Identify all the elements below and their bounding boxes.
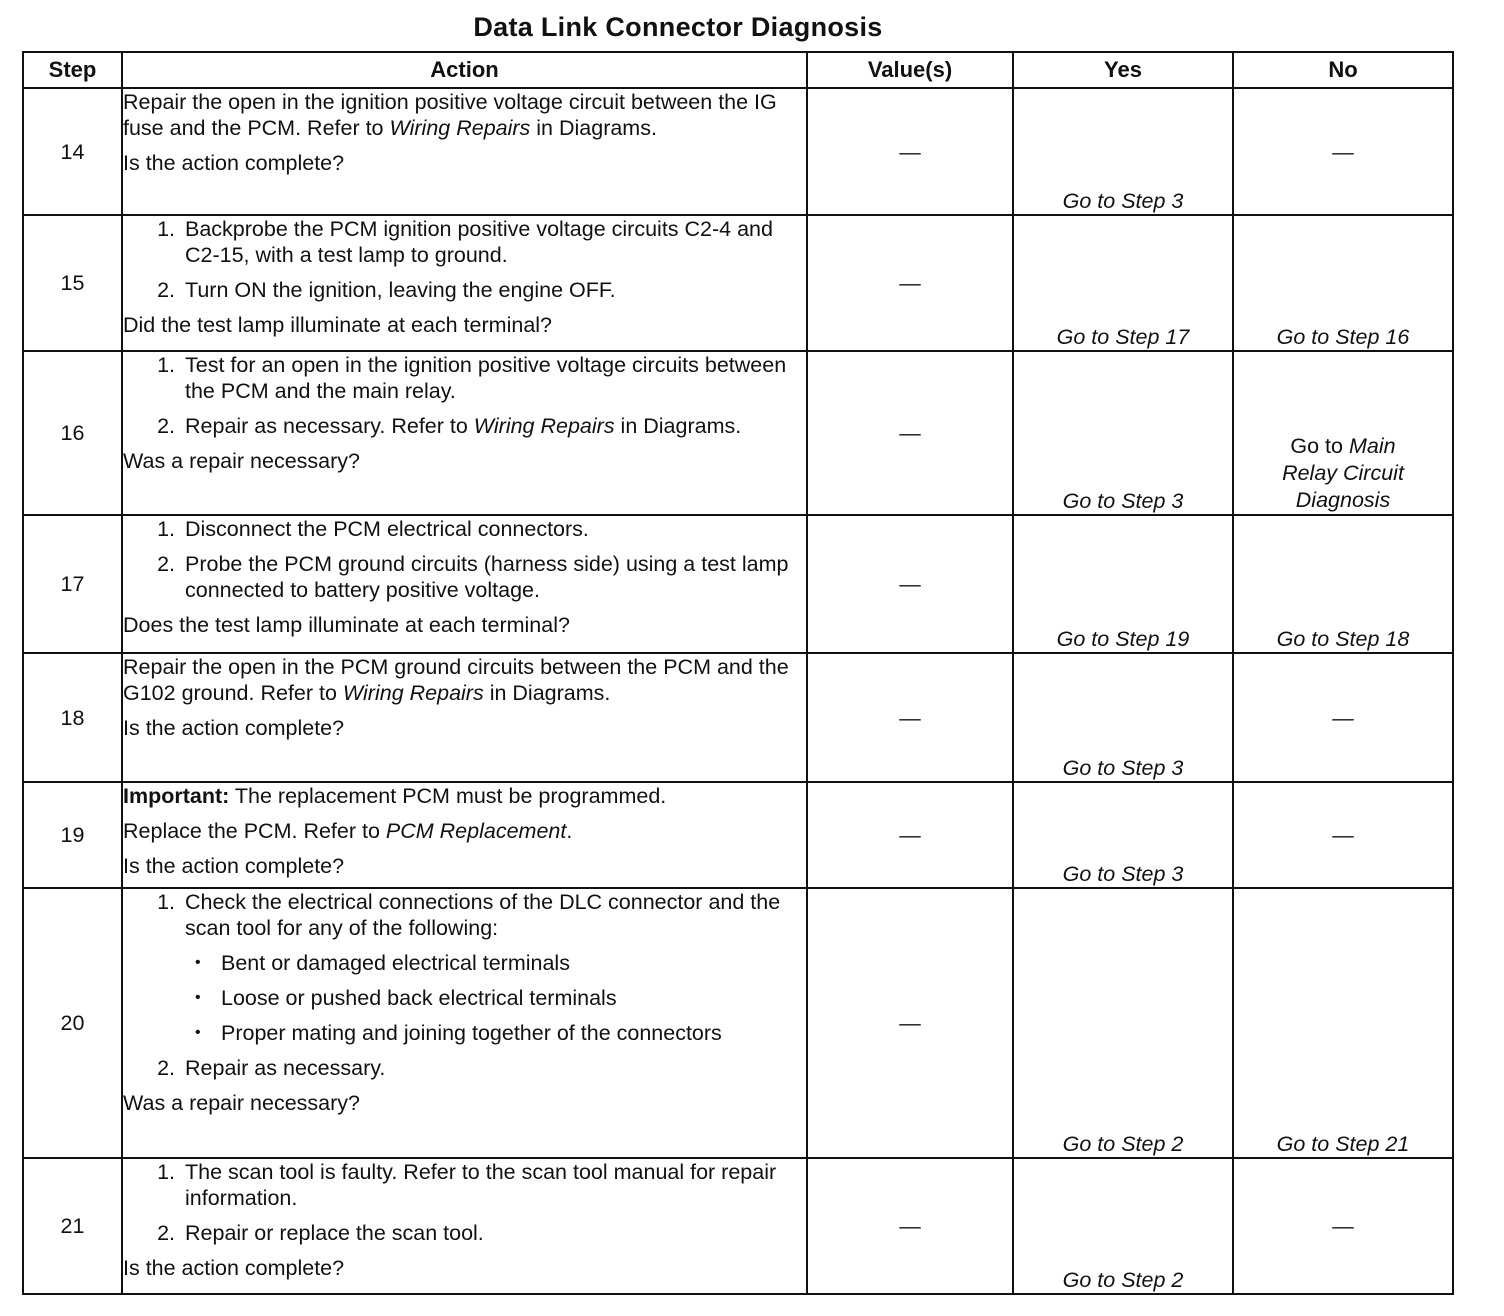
reference-link: PCM Replacement: [385, 819, 567, 843]
reference-link: Wiring Repairs: [473, 414, 615, 438]
action-step-item: 1. Backprobe the PCM ignition positive voltage circuits C2-4 and C2-15, with a test lamp to ground.: [181, 216, 806, 268]
action-cell: [122, 351, 807, 515]
action-cell: [122, 782, 807, 888]
action-question: Is the action complete?: [123, 1256, 345, 1280]
step-number: 17: [23, 515, 122, 653]
reference-link: Wiring Repairs: [389, 116, 531, 140]
action-steps: [123, 889, 806, 1081]
step-number: 15: [23, 215, 122, 351]
action-step-item: 2. Repair or replace the scan tool.: [181, 1220, 806, 1246]
action-cell: [122, 1158, 807, 1294]
table-row: [23, 88, 1453, 215]
value-cell: —: [807, 515, 1013, 653]
diagnosis-table: [22, 51, 1454, 1295]
table-row: [23, 1158, 1453, 1294]
action-cell: [122, 515, 807, 653]
value-cell: —: [807, 888, 1013, 1158]
step-number: 18: [23, 653, 122, 782]
value-cell: —: [807, 215, 1013, 351]
table-row: [23, 515, 1453, 653]
step-number: 19: [23, 782, 122, 888]
no-cell: Go to Step 16: [1233, 215, 1453, 351]
action-cell: [122, 888, 807, 1158]
action-text: Repair the open in the PCM ground circuits between the PCM and the G102 ground. Refer to Wiring Repairs in Diagrams.: [123, 655, 789, 705]
bullet-item: • Loose or pushed back electrical terminals: [217, 985, 806, 1011]
important-label: Important:: [123, 784, 230, 808]
action-step-item: 1. Check the electrical connections of the DLC connector and the scan tool for any of the following: • Bent or damaged electrical terminals • Loose or pushed back electrical terminals • Proper mating and joining together of the connectors: [181, 889, 806, 1046]
step-number: 16: [23, 351, 122, 515]
no-cell: Go to Step 18: [1233, 515, 1453, 653]
no-cell: Go to Main Relay Circuit Diagnosis: [1233, 351, 1453, 515]
action-text: Repair the open in the ignition positive voltage circuit between the IG fuse and the PCM. Refer to Wiring Repairs in Diagrams.: [123, 90, 777, 140]
value-cell: —: [807, 782, 1013, 888]
column-header-values: Value(s): [807, 52, 1013, 88]
action-cell: [122, 88, 807, 215]
value-cell: —: [807, 653, 1013, 782]
table-row: [23, 351, 1453, 515]
bullet-list: [185, 950, 806, 1046]
column-header-action: Action: [122, 52, 807, 88]
column-header-no: No: [1233, 52, 1453, 88]
yes-cell: Go to Step 17: [1013, 215, 1233, 351]
action-cell: [122, 215, 807, 351]
no-cell: —: [1233, 782, 1453, 888]
bullet-item: • Bent or damaged electrical terminals: [217, 950, 806, 976]
action-question: Is the action complete?: [123, 854, 345, 878]
no-cell: —: [1233, 1158, 1453, 1294]
action-text: Replace the PCM. Refer to PCM Replacement.: [123, 819, 573, 843]
reference-link: Main Relay Circuit Diagnosis: [1282, 434, 1404, 512]
action-steps: [123, 352, 806, 439]
action-steps: [123, 1159, 806, 1246]
table-row: [23, 782, 1453, 888]
table-header-row: [23, 52, 1453, 88]
reference-link: Wiring Repairs: [342, 681, 484, 705]
yes-cell: Go to Step 2: [1013, 1158, 1233, 1294]
action-step-item: 1. Disconnect the PCM electrical connectors.: [181, 516, 806, 542]
document-title: Data Link Connector Diagnosis: [473, 12, 883, 42]
yes-cell: Go to Step 2: [1013, 888, 1233, 1158]
column-header-step: Step: [23, 52, 122, 88]
table-row: [23, 888, 1453, 1158]
no-cell: —: [1233, 653, 1453, 782]
value-cell: —: [807, 1158, 1013, 1294]
action-step-item: 1. Test for an open in the ignition positive voltage circuits between the PCM and the main relay.: [181, 352, 806, 404]
action-cell: [122, 653, 807, 782]
action-step-item: 1. The scan tool is faulty. Refer to the scan tool manual for repair information.: [181, 1159, 806, 1211]
yes-cell: Go to Step 3: [1013, 351, 1233, 515]
action-steps: [123, 216, 806, 303]
step-number: 14: [23, 88, 122, 215]
action-question: Did the test lamp illuminate at each terminal?: [123, 313, 553, 337]
no-cell: Go to Step 21: [1233, 888, 1453, 1158]
action-step-item: 2. Repair as necessary. Refer to Wiring Repairs in Diagrams.: [181, 413, 806, 439]
value-cell: —: [807, 88, 1013, 215]
action-question: Does the test lamp illuminate at each terminal?: [123, 613, 570, 637]
yes-cell: Go to Step 3: [1013, 653, 1233, 782]
value-cell: —: [807, 351, 1013, 515]
action-steps: [123, 516, 806, 603]
step-number: 20: [23, 888, 122, 1158]
action-question: Was a repair necessary?: [123, 449, 360, 473]
yes-cell: Go to Step 19: [1013, 515, 1233, 653]
table-row: [23, 215, 1453, 351]
action-step-item: 2. Probe the PCM ground circuits (harness side) using a test lamp connected to battery positive voltage.: [181, 551, 806, 603]
yes-cell: Go to Step 3: [1013, 782, 1233, 888]
yes-cell: Go to Step 3: [1013, 88, 1233, 215]
action-question: Is the action complete?: [123, 716, 345, 740]
no-cell: —: [1233, 88, 1453, 215]
table-row: [23, 653, 1453, 782]
bullet-item: • Proper mating and joining together of the connectors: [217, 1020, 806, 1046]
action-step-item: 2. Turn ON the ignition, leaving the engine OFF.: [181, 277, 806, 303]
action-question: Is the action complete?: [123, 151, 345, 175]
column-header-yes: Yes: [1013, 52, 1233, 88]
action-question: Was a repair necessary?: [123, 1091, 360, 1115]
step-number: 21: [23, 1158, 122, 1294]
action-step-item: 2. Repair as necessary.: [181, 1055, 806, 1081]
important-note: Important: The replacement PCM must be programmed.: [123, 784, 667, 808]
